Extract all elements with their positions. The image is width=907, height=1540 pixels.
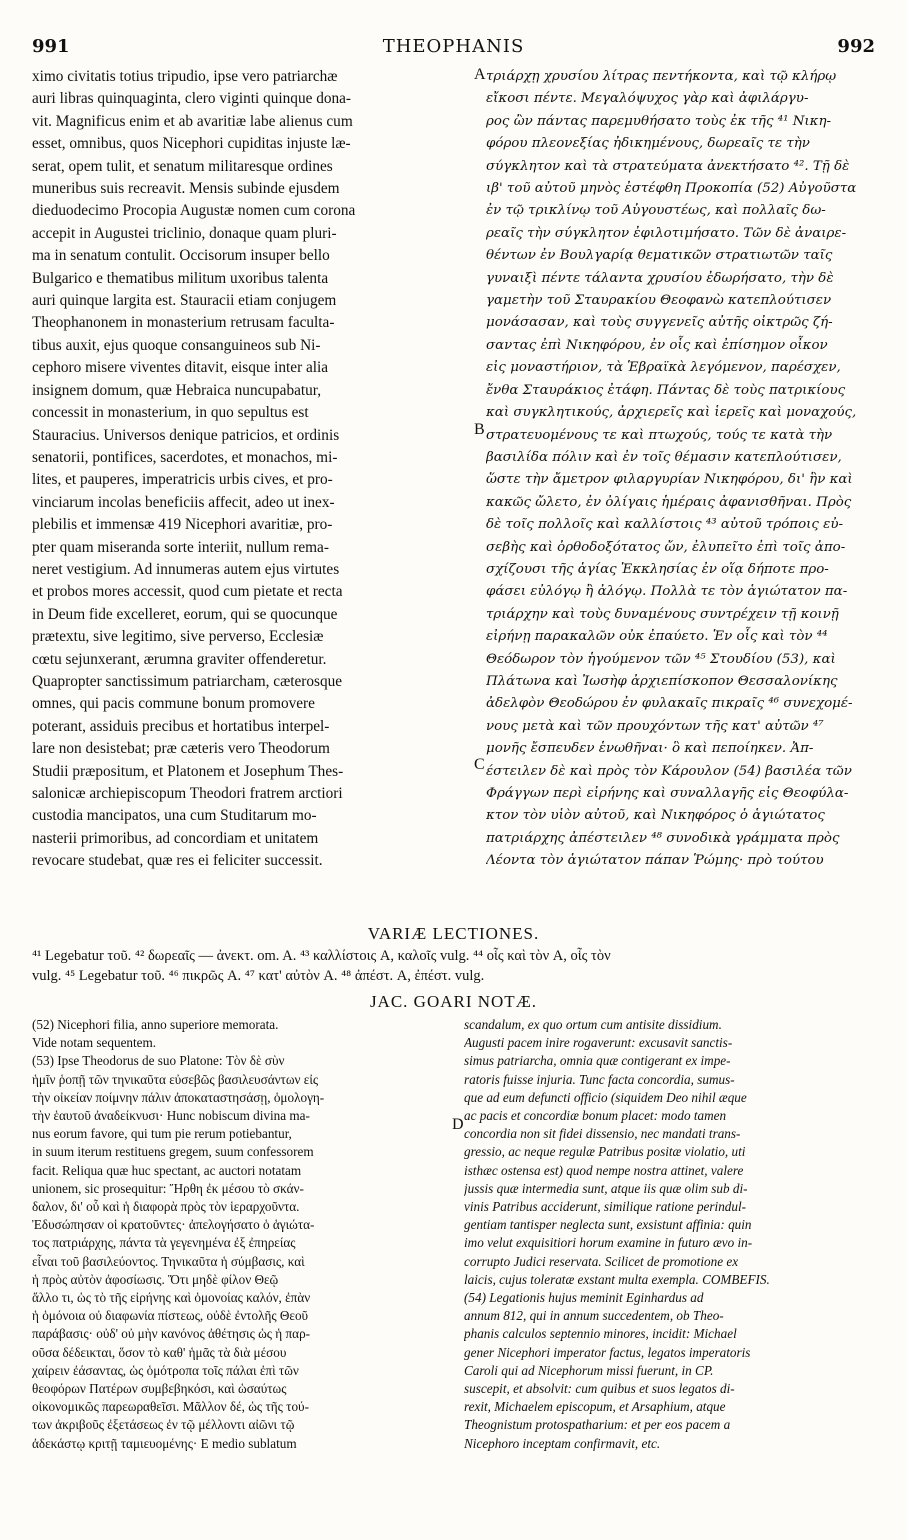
- note-line: laicis, cujus toleratæ exstant multa exempla. COMBEFIS.: [464, 1271, 770, 1287]
- greek-line: μονῆς ἔσπευδεν ἑνωθῆναι· ὃ καὶ πεποίηκεν. Ἀπ-: [486, 741, 814, 757]
- latin-line: revocare studebat, quæ res ei feliciter successit.: [32, 852, 323, 870]
- note-line: ratoris fuisse injuria. Tunc facta concordia, sumus-: [464, 1071, 735, 1087]
- page-number-left: 991: [32, 36, 70, 57]
- latin-line: plebilis et immensæ 419 Nicephori avaritiæ, pro-: [32, 516, 333, 534]
- greek-line: φόρου πλεονεξίας ἠδικημένους, δωρεαῖς τε τὴν: [486, 136, 810, 152]
- greek-line: δὲ τοῖς πολλοῖς καὶ καλλίστοις ⁴³ αὐτοῦ τρόποις εὐ-: [486, 517, 843, 533]
- note-line: τος πατριάρχης, πάντα τὰ γεγενημένα ἐξ ἐπηρείας: [32, 1235, 296, 1251]
- latin-line: senatorii, pontifices, sacerdotes, et monachos, mi-: [32, 448, 338, 466]
- note-line: Nicephoro inceptam confirmavit, etc.: [464, 1435, 661, 1451]
- note-line: (54) Legationis hujus meminit Eginhardus ad: [464, 1290, 704, 1306]
- latin-line: et probos mores accessit, quod cum pietate et recta: [32, 583, 343, 601]
- margin-letter-c: C: [474, 756, 485, 773]
- note-line: Theognistum protospatharium: et per eos pacem a: [464, 1417, 731, 1433]
- note-line: εἶναι τοῦ βασιλεύοντος. Τηνικαῦτα ἡ σύμβασις, καὶ: [32, 1253, 305, 1269]
- latin-line: accepit in Augustei triclinio, donaque quam pluri-: [32, 224, 337, 242]
- latin-line: serat, opem tulit, et senatum militaresque ordines: [32, 157, 333, 175]
- note-line: τὴν ἑαυτοῦ ἀναδείκνυσι· Hunc nobiscum divina ma-: [32, 1108, 310, 1124]
- latin-line: auri quinque largita est. Stauracii etiam conjugem: [32, 292, 337, 310]
- latin-line: Theophanonem in monasterium retrusam faculta-: [32, 314, 335, 332]
- main-text: [26, 66, 881, 908]
- greek-line: κτον τὸν υἱὸν αὐτοῦ, καὶ Νικηφόρος ὁ ἁγιώτατος: [486, 808, 825, 824]
- greek-line: εἰρήνῃ παρακαλῶν οὐκ ἐπαύετο. Ἐν οἷς καὶ τὸν ⁴⁴: [486, 629, 828, 645]
- note-line: ἀδεκάστῳ κριτῇ ταμιευομένης· E medio sublatum: [32, 1435, 297, 1451]
- margin-letter-b: B: [474, 421, 485, 438]
- latin-line: Stauracius. Universos denique patricios, et ordinis: [32, 426, 340, 444]
- greek-column: [486, 66, 886, 873]
- notes-left-column: [32, 1016, 452, 1453]
- note-line: (53) Ipse Theodorus de suo Platone: Τὸν δὲ σὺν: [32, 1053, 285, 1069]
- variae-lectiones-title: VARIÆ LECTIONES.: [367, 924, 540, 943]
- greek-line: σαντας ἐπὶ Νικηφόρου, ἐν οἷς καὶ ἐπίσημον οἶκον: [486, 337, 828, 353]
- latin-line: esset, omnibus, quos Nicephori cupiditas injuste læ-: [32, 135, 351, 153]
- greek-line: γαμετὴν τοῦ Σταυρακίου Θεοφανὼ κατεπλούτισεν: [486, 293, 832, 309]
- latin-line: muneribus suis recreavit. Mensis subinde ejusdem: [32, 180, 340, 198]
- note-line: ἡ ὁμόνοια οὐ διαφωνία πίστεως, οὐδὲ ἐντολῆς Θεοῦ: [32, 1308, 309, 1324]
- page-number-right: 992: [837, 36, 875, 57]
- latin-line: pter quam miseranda sorte interiit, nullum rema-: [32, 538, 329, 556]
- note-line: δαλον, δι' οὗ καὶ ἡ διαφορὰ πρὸς τὸν ἱεραρχοῦντα.: [32, 1199, 300, 1215]
- latin-line: tibus auxit, ejus quoque consanguineos sub Ni-: [32, 336, 321, 354]
- greek-line: ἐν τῷ τρικλίνῳ τοῦ Αὐγουστέως, καὶ πολλαῖς δω-: [486, 203, 826, 219]
- goari-notae-title: JAC. GOARI NOTÆ.: [369, 992, 538, 1011]
- greek-line: σχίζουσι τῆς ἁγίας Ἐκκλησίας ἐν οἵᾳ δήποτε προ-: [486, 561, 829, 577]
- latin-line: insignem domum, quæ Hebraica nuncupabatur,: [32, 381, 322, 399]
- greek-line: μονάσασαν, καὶ τοὺς συγγενεῖς αὐτῆς οἰκτρῶς ζή-: [486, 315, 833, 331]
- latin-line: custodia mancipatos, una cum Studitarum mo-: [32, 807, 317, 825]
- latin-line: auri libras quinquaginta, clero viginti quinque dona-: [32, 90, 352, 108]
- latin-line: ximo civitatis totius tripudio, ipse vero patriarchæ: [32, 68, 338, 85]
- note-line: nus eorum favore, qui tum pie rerum potiebantur,: [32, 1126, 292, 1142]
- latin-line: lites, et pauperes, imperatricis urbis cives, et pro-: [32, 471, 333, 489]
- margin-letter-a: A: [474, 66, 486, 83]
- note-line: simus patriarcha, omnia quæ contigerant ex impe-: [464, 1053, 731, 1069]
- note-line: οἰκονομικῶς παρεωραθεῖσι. Μᾶλλον δέ, ὡς τῆς τού-: [32, 1399, 309, 1415]
- greek-line: ἔνθα Σταυράκιος ἐτάφη. Πάντας δὲ τοὺς πατρικίους: [486, 382, 846, 398]
- greek-line: ρος ὢν πάντας παρεμυθήσατο τοὺς ἐκ τῆς ⁴¹ Νικη-: [486, 113, 831, 129]
- note-line: in suum iterum restituens gregem, suum confessorem: [32, 1144, 314, 1160]
- latin-line: cephoro misere viventes ditavit, eisque inter alia: [32, 359, 329, 377]
- note-line: annum 812, qui in annum succedentem, ob Theo-: [464, 1308, 724, 1324]
- note-line: παράβασις· οὐδ' οὐ μὴν κανόνος ἀθέτησις ὡς ἡ παρ-: [32, 1326, 311, 1342]
- note-line: gressio, ac neque regulæ Patribus positæ violatio, uti: [464, 1144, 746, 1160]
- note-line: Caroli qui ad Nicephorum missi fuerunt, in CP.: [464, 1362, 714, 1378]
- note-line: isthæc ostensa est) quod nempe nostra attinet, valere: [464, 1162, 744, 1178]
- greek-line: νους μετὰ καὶ τῶν προυχόντων τῆς κατ' αὐτῶν ⁴⁷: [486, 718, 824, 734]
- note-line: Ἐδυσώπησαν οἱ κρατοῦντες· ἀπελογήσατο ὁ ἁγιώτα-: [32, 1217, 315, 1233]
- greek-line: Λέοντα τὸν ἁγιώτατον πάπαν Ῥώμης· πρὸ τούτου: [486, 853, 824, 869]
- note-line: concordia non sit fidei dissensio, nec mandati trans-: [464, 1126, 741, 1142]
- note-line: unionem, sic prosequitur: Ἤρθη ἐκ μέσου τὸ σκάν-: [32, 1180, 304, 1196]
- greek-line: ἀδελφὸν Θεοδώρου ἐν φυλακαῖς πικραῖς ⁴⁶ συνεχομέ-: [486, 696, 853, 712]
- note-line: facit. Reliqua quæ huc spectant, ac auctori notatam: [32, 1162, 302, 1178]
- note-line: gentiam tantisper neglecta sunt, exsistunt affinia: quin: [464, 1217, 752, 1233]
- greek-line: θέντων ἐν Βουλγαρίᾳ θεματικῶν στρατιωτῶν ταῖς: [486, 248, 833, 264]
- note-line: jussis quæ intermedia sunt, atque iis quæ olim sub di-: [464, 1180, 748, 1196]
- greek-line: φάσει εὐλόγῳ ἢ ἀλόγῳ. Πολλὰ τε τὸν ἁγιώτατον πα-: [486, 584, 848, 600]
- greek-line: καὶ συγκλητικούς, ἀρχιερεῖς καὶ ἱερεῖς καὶ μοναχούς,: [486, 405, 857, 421]
- note-line: rexit, Michaelem episcopum, et Arsaphium, atque: [464, 1399, 726, 1415]
- latin-line: ma in senatum contulit. Occisorum insuper bello: [32, 247, 330, 265]
- note-line: ἡμῖν ῥοπῇ τῶν τηνικαῦτα εὐσεβῶς βασιλευσάντων εἰς: [32, 1071, 319, 1087]
- greek-line: σεβὴς καὶ ὀρθοδοξότατος ὤν, ἐλυπεῖτο ἐπὶ τοῖς ἀπο-: [486, 539, 846, 555]
- latin-line: concessit in monasterium, in quo sepultus est: [32, 404, 309, 422]
- latin-line: salonicæ archiepiscopum Theodori fratrem arctiori: [32, 785, 343, 802]
- note-line: Augusti pacem inire rogaverunt: excusavit sanctis-: [464, 1035, 733, 1051]
- latin-line: prætextu, sive legitimo, sive perverso, Ecclesiæ: [32, 628, 324, 646]
- note-line: των ἀκριβοῦς ἐξετάσεως ἐν τῷ μέλλοντι αἰῶνι τῷ: [32, 1417, 295, 1433]
- greek-line: τριάρχην καὶ τοὺς δυναμένους συντρέχειν τῇ κοινῇ: [486, 606, 839, 622]
- page-header: [26, 36, 881, 60]
- latin-line: lare non desistebat; præ cæteris vero Theodorum: [32, 740, 330, 758]
- latin-line: cœtu sejunxerant, ærumna graviter offenderetur.: [32, 650, 327, 668]
- variant-line: vulg. ⁴⁵ Legebatur τοῦ. ⁴⁶ πικρῶς A. ⁴⁷ κατ' αὐτὸν A. ⁴⁸ ἀπέστ. A, ἐπέστ. vulg.: [32, 968, 485, 984]
- latin-line: in Deum fide excelleret, eorum, qui se quocunque: [32, 605, 338, 623]
- note-line: ἡ πρὸς αὐτὸν ἀφοσίωσις. Ὅτι μηδὲ φίλον Θεῷ: [32, 1271, 279, 1287]
- greek-line: στρατευομένους τε καὶ πτωχούς, τούς τε κατὰ τὴν: [486, 427, 833, 443]
- latin-line: poterant, assiduis precibus et hortatibus interpel-: [32, 717, 330, 735]
- note-line: τὴν οἰκείαν ποίμνην πάλιν ἀποκαταστησάσῃ, ὁμολογη-: [32, 1089, 325, 1105]
- note-line: scandalum, ex quo ortum cum antisite dissidium.: [464, 1017, 722, 1032]
- note-line: Vide notam sequentem.: [32, 1035, 157, 1051]
- latin-line: omnes, qui pacis commune bonum promovere: [32, 695, 315, 713]
- latin-line: Studii præpositum, et Platonem et Josephum Thes-: [32, 762, 344, 780]
- greek-line: Φράγγων περὶ εἰρήνης καὶ συναλλαγῆς εἰς Θεοφύλα-: [486, 786, 849, 801]
- latin-line: vinciarum incolas beneficiis affecit, adeo ut inex-: [32, 493, 335, 511]
- greek-line: βασιλίδα πόλιν καὶ ἐν τοῖς θέμασιν κατεπλούτισεν,: [486, 449, 842, 465]
- greek-line: εἴκοσι πέντε. Μεγαλόψυχος γὰρ καὶ ἀφιλάργυ-: [486, 91, 809, 107]
- note-line: phanis calculos septennio minores, incidit: Michael: [464, 1326, 737, 1342]
- running-title: THEOPHANIS: [382, 36, 525, 57]
- greek-line: ρεαῖς τὴν σύγκλητον ἐφιλοτιμήσατο. Τῶν δὲ ἀναιρε-: [486, 225, 847, 241]
- note-line: θεοφόρων Πατέρων συμβεβηκόσι, καὶ ὡσαύτως: [32, 1381, 287, 1397]
- latin-line: Bulgarico e thematibus militum uxoribus talenta: [32, 269, 329, 287]
- greek-line: κακῶς ὤλετο, ἐν ὀλίγαις ἡμέραις ἀφανισθῆναι. Πρὸς: [486, 494, 852, 510]
- note-line: imo velut exquisitiori horum examine in futuro ævo in-: [464, 1235, 753, 1251]
- latin-line: vit. Magnificus enim et ab avaritiæ labe alienus cum: [32, 112, 353, 130]
- note-line: suscepit, et absolvit: cum quibus et suos legatos di-: [464, 1381, 735, 1397]
- greek-line: Θεόδωρον τὸν ἡγούμενον τῶν ⁴⁵ Στουδίου (53), καὶ: [486, 651, 836, 667]
- note-line: gener Nicephori imperator factus, legatos imperatoris: [464, 1344, 751, 1360]
- variae-lectiones: [32, 946, 875, 986]
- note-line: (52) Nicephori filia, anno superiore memorata.: [32, 1017, 279, 1032]
- latin-line: nasterii primoribus, ad concordiam et unitatem: [32, 829, 319, 847]
- note-line: vinis Patribus acciderunt, similique ratione perindul-: [464, 1199, 747, 1215]
- greek-line: έστειλεν δὲ καὶ πρὸς τὸν Κάρουλον (54) βασιλέα τῶν: [486, 763, 852, 779]
- notes-section: [26, 1016, 881, 1516]
- greek-line: Πλάτωνα καὶ Ἰωσὴφ ἀρχιεπίσκοπον Θεσσαλονίκης: [486, 673, 838, 689]
- note-line: que ad eum defuncti officio (siquidem Deo nihil æque: [464, 1089, 747, 1105]
- notes-right-column: [464, 1016, 882, 1453]
- latin-line: Quapropter sanctissimum patriarcham, cæterosque: [32, 672, 343, 690]
- note-line: corrupto Judici reservata. Scilicet de promotione ex: [464, 1253, 739, 1269]
- greek-line: τριάρχῃ χρυσίου λίτρας πεντήκοντα, καὶ τῷ κλήρῳ: [486, 69, 837, 84]
- greek-line: σύγκλητον καὶ τὰ στρατεύματα ἀνεκτήσατο ⁴². Τῇ δὲ: [486, 158, 850, 174]
- latin-line: neret vestigium. Ad innumeras autem ejus virtutes: [32, 560, 340, 578]
- greek-line: γυναιξὶ πέντε τάλαντα χρυσίου ἐδωρήσατο, τὴν δὲ: [486, 270, 834, 286]
- note-line: ἄλλο τι, ὡς τὸ τῆς εἰρήνης καὶ ὁμονοίας καλόν, ἐπὰν: [32, 1290, 311, 1306]
- note-line: χαίρειν ἐάσαντας, ὡς ὁμότροπα τοῖς πάλαι ἐπὶ τῶν: [32, 1362, 299, 1378]
- greek-line: ιβ' τοῦ αὐτοῦ μηνὸς ἐστέφθη Προκοπία (52) Αὐγοῦστα: [486, 181, 857, 197]
- note-line: ac pacis et concordiæ bonum placet: modo tamen: [464, 1108, 727, 1124]
- greek-line: ὥστε τὴν ἄμετρον φιλαργυρίαν Νικηφόρου, δι' ἣν καὶ: [486, 472, 853, 488]
- greek-line: πατριάρχης ἀπέστειλεν ⁴⁸ συνοδικὰ γράμματα πρὸς: [486, 830, 840, 846]
- note-line: οῦσα δέδεικται, ὅσον τὸ καθ' ἡμᾶς τὰ διὰ μέσου: [32, 1344, 287, 1360]
- margin-letter-d: D: [452, 1116, 464, 1133]
- latin-line: dieduodecimo Procopia Augustæ nomen cum corona: [32, 202, 356, 220]
- latin-column: [32, 66, 472, 873]
- greek-line: εἰς μοναστήριον, τὰ Ἑβραϊκὰ λεγόμενον, παρέσχεν,: [486, 360, 841, 376]
- variant-line: ⁴¹ Legebatur τοῦ. ⁴² δωρεαῖς — ἀνεκτ. om. A. ⁴³ καλλίστοις A, καλοῖς vulg. ⁴⁴ οἷς καὶ τὸν A, οἷς τὸν: [32, 948, 611, 964]
